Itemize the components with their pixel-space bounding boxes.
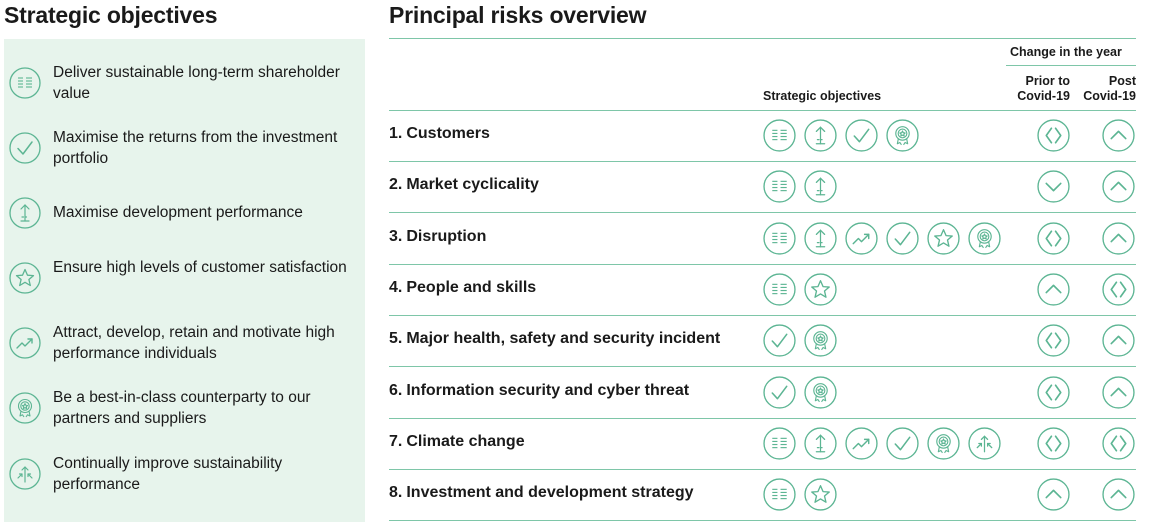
checkmark-icon [886,427,919,460]
prior-header-line2: Covid-19 [1017,89,1070,103]
document-lines-icon [9,67,41,99]
risk-title: Investment and development strategy [406,484,694,502]
star-icon [804,273,837,306]
trend-stable-icon [1102,273,1135,306]
risk-title: Disruption [406,227,487,245]
objective-item [4,58,365,108]
risk-label [389,382,689,400]
trend-increase-icon [1102,376,1135,409]
award-rosette-icon [927,427,960,460]
award-rosette-icon [886,119,919,152]
post-header-line2: Covid-19 [1083,89,1136,103]
trend-stable-icon [1037,376,1070,409]
risk-label [389,330,720,348]
risk-row [389,161,1136,212]
risk-row [389,315,1136,366]
checkmark-icon [763,324,796,357]
checkmark-icon [845,119,878,152]
risk-label [389,279,536,297]
objective-item [4,253,365,303]
objective-label: Be a best-in-class counterparty to our partners and suppliers [53,389,311,427]
risk-objective-icons [763,478,837,512]
objective-label: Maximise the returns from the investment portfolio [53,129,338,167]
trend-increase-icon [1102,478,1135,511]
risk-number: 6. [389,381,403,399]
risk-objective-icons [763,119,919,153]
risk-title: Customers [406,125,490,142]
up-arrow-icon [804,222,837,255]
trend-up-icon [845,222,878,255]
change-in-year-rule [1006,65,1136,66]
risk-objective-icons [763,273,837,307]
award-rosette-icon [9,392,41,424]
post-header-line1: Post [1108,74,1136,88]
trend-increase-icon [1102,324,1135,357]
risk-title: Climate change [406,432,525,450]
objective-label: Deliver sustainable long-term shareholder value [53,64,340,102]
risk-row [389,418,1136,469]
risk-row [389,110,1136,161]
award-rosette-icon [804,376,837,409]
document-lines-icon [763,222,796,255]
award-rosette-icon [968,222,1001,255]
risk-title: People and skills [406,278,537,296]
prior-covid-col-header [1012,74,1070,104]
trend-increase-icon [1037,478,1070,511]
objective-item [4,318,365,368]
risk-row [389,367,1136,418]
trend-up-icon [9,327,41,359]
document-lines-icon [763,170,796,203]
risk-number: 4. [389,278,403,296]
trend-stable-icon [1102,427,1135,460]
trend-stable-icon [1037,222,1070,255]
trend-increase-icon [1037,273,1070,306]
document-lines-icon [763,119,796,152]
risk-label [389,125,490,143]
objective-item [4,383,365,433]
risk-label [389,484,694,502]
trend-stable-icon [1037,427,1070,460]
risk-objective-icons [763,427,1001,461]
up-arrow-icon [804,119,837,152]
up-arrow-icon [804,170,837,203]
risk-number: 5. [389,330,403,348]
objective-label: Continually improve sustainability performance [53,455,283,493]
document-lines-icon [763,273,796,306]
risk-objective-icons [763,324,837,358]
post-covid-col-header [1076,74,1136,104]
star-icon [927,222,960,255]
risk-title: Market cyclicality [406,176,539,194]
risk-row [389,469,1136,520]
objective-item [4,188,365,238]
risk-number: 2. [389,176,403,194]
trend-increase-icon [1102,222,1135,255]
up-arrow-icon [804,427,837,460]
award-rosette-icon [804,324,837,357]
prior-header-line1: Prior to [1025,74,1070,88]
strategic-objectives-title: Strategic objectives [4,2,218,28]
improve-arrows-icon [968,427,1001,460]
star-icon [804,478,837,511]
row-rule [389,520,1136,521]
objective-label: Attract, develop, retain and motivate high performance individuals [53,324,335,362]
risk-label [389,433,525,451]
trend-stable-icon [1037,324,1070,357]
risk-label [389,176,539,194]
star-icon [9,262,41,294]
objective-item [4,123,365,173]
risk-number: 3. [389,227,403,245]
risk-objective-icons [763,376,837,410]
principal-risks-title: Principal risks overview [389,2,647,28]
checkmark-icon [763,376,796,409]
risk-row [389,213,1136,264]
trend-stable-icon [1037,119,1070,152]
risk-title: Major health, safety and security incident [406,330,721,348]
change-in-year-header: Change in the year [1010,45,1122,59]
trend-increase-icon [1102,170,1135,203]
trend-up-icon [845,427,878,460]
document-lines-icon [763,427,796,460]
checkmark-icon [886,222,919,255]
risk-number: 7. [389,432,403,450]
risk-objective-icons [763,222,1001,256]
risk-number: 1. [389,125,403,142]
objective-item [4,449,365,499]
risk-number: 8. [389,484,403,502]
header-top-rule [389,38,1136,39]
risk-row [389,264,1136,315]
strategic-objectives-col-header: Strategic objectives [763,89,882,103]
trend-increase-icon [1102,119,1135,152]
document-lines-icon [763,478,796,511]
trend-decrease-icon [1037,170,1070,203]
objective-label: Ensure high levels of customer satisfaction [53,259,347,276]
up-arrow-icon [9,197,41,229]
checkmark-icon [9,132,41,164]
improve-arrows-icon [9,458,41,490]
strategic-objectives-panel [4,39,365,522]
risk-label [389,228,486,246]
objective-label: Maximise development performance [53,204,303,221]
risk-objective-icons [763,170,837,204]
risk-title: Information security and cyber threat [406,381,690,399]
